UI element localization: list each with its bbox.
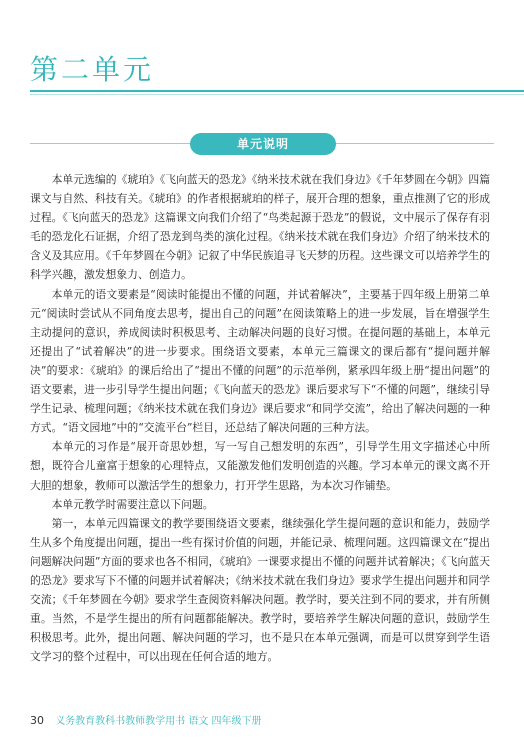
page-number: 30 xyxy=(30,714,44,727)
title-underline xyxy=(30,90,524,92)
paragraph-texts-overview: 本单元选编的《琥珀》《飞向蓝天的恐龙》《纳米技术就在我们身边》《千年梦圆在今朝》四篇课文与自然、科技有关。《琥珀》的作者根据琥珀的样子，展开合理的想象，重点推测了它的形成过程。《飞向蓝天的恐龙》这篇课文向我们介绍了“鸟类起源于恐龙”的假说，文中展示了保存有羽毛的恐龙化石证据，介绍了恐龙到鸟类的演化过程。《纳米技术就在我们身边》介绍了纳米技术的含义及其应用。《千年梦圆在今朝》记叙了中华民族追寻飞天梦的历程。这些课文可以培养学生的科学兴趣，激发想象力、创造力。 xyxy=(30,173,490,282)
section-heading: 单元说明 xyxy=(190,133,336,155)
unit-title: 第二单元 xyxy=(30,53,155,86)
paragraph-teaching-notes-intro: 本单元教学时需要注意以下问题。 xyxy=(51,497,214,511)
unit-description-body xyxy=(30,170,490,666)
paragraph-writing-task: 本单元的习作是“展开奇思妙想，写一写自己想发明的东西”，引导学生用文字描述心中所想，既符合儿童富于想象的心理特点，又能激发他们发明创造的兴趣。学习本单元的课文离不开大胆的想象，教师可以激活学生的想象力，打开学生思路，为本次习作铺垫。 xyxy=(30,440,490,492)
section-heading-band xyxy=(30,131,494,157)
book-info: 义务教育教科书教师教学用书 语文 四年级下册 xyxy=(55,716,262,727)
paragraph-language-elements: 本单元的语文要素是“阅读时能提出不懂的问题，并试着解决”，主要基于四年级上册第二单元“阅读时尝试从不同角度去思考，提出自己的问题”在阅读策略上的进一步发展，旨在增强学生主动提问的意识，养成阅读时积极思考、主动解决问题的良好习惯。在提问题的基础上，本单元还提出了“试着解决”的进一步要求。围绕语文要素，本单元三篇课文的课后都有“提问题并解决”的要求：《琥珀》的课后给出了“提出不懂的问题”的示范举例，紧承四年级上册“提出问题”的语文要素，进一步引导学生提出问题；《飞向蓝天的恐龙》课后要求写下“不懂的问题”，继续引导学生记录、梳理问题；《纳米技术就在我们身边》课后要求“和同学交流”，给出了解决问题的一种方式。“语文园地”中的“交流平台”栏目，还总结了解决问题的三种方法。 xyxy=(30,287,490,435)
paragraph-teaching-note-1: 第一，本单元四篇课文的教学要围绕语文要素，继续强化学生提问题的意识和能力，鼓励学生从多个角度提出问题，提出一些有探讨价值的问题，并能记录、梳理问题。这四篇课文在“提出问题解决问题”方面的要求也各不相同，《琥珀》一课要求提出不懂的问题并试着解决；《飞向蓝天的恐龙》要求写下不懂的问题并试着解决；《纳米技术就在我们身边》要求学生提出问题并和同学交流；《千年梦圆在今朝》要求学生查阅资料解决问题。教学时，要关注到不同的要求，并有所侧重。当然，不是学生提出的所有问题都能解决。教学时，要培养学生解决问题的意识，鼓励学生积极思考。此外，提出问题、解决问题的学习，也不是只在本单元强调，而是可以贯穿到学生语文学习的整个过程中，可以出现在任何合适的地方。 xyxy=(30,516,490,664)
page-footer xyxy=(30,712,262,727)
title-underline-thin xyxy=(30,94,524,95)
unit-header xyxy=(0,34,524,96)
